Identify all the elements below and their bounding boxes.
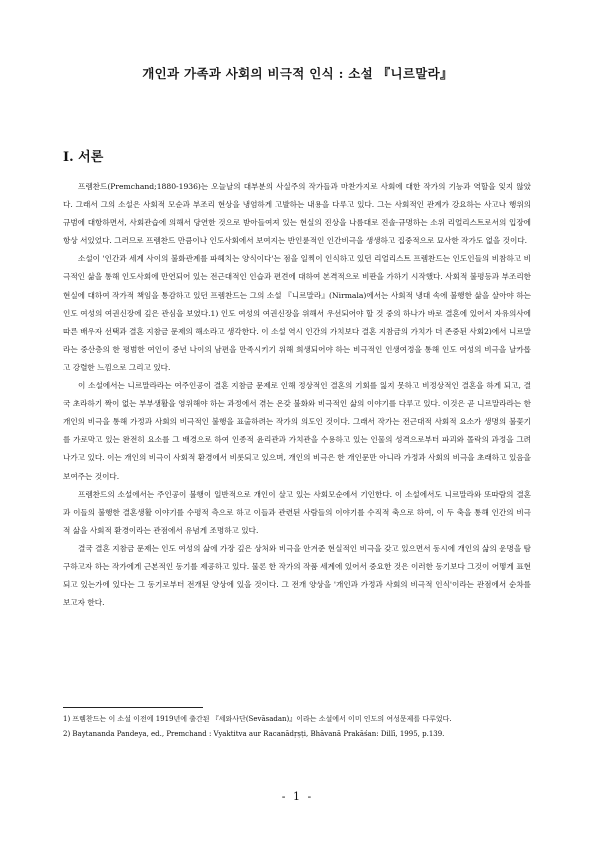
footnotes (63, 712, 531, 741)
section-heading: Ⅰ. 서론 (63, 150, 104, 165)
body-text (63, 178, 531, 612)
page-number: - 1 - (281, 790, 314, 803)
paragraph: 이 소설에서는 니르말라라는 여주인공이 결혼 지참금 문제로 인해 정상적인 결혼의 기회를 잃지 못하고 비정상적인 결혼을 하게 되고, 결국 초라하기 짝이 없는 부부생활을 영위해야 하는 과정에서 겪는 온갖 불화와 비극적인 삶의 이야기를 다루고 있다. 이것은 곧 니르말라라는 한 개인의 비극을 통해 가정과 사회의 비극적인 불행을 표출하려는 작가의 의도인 것이다. 그래서 작가는 전근대적 사회적 요소가 생명의 불꽃기를 가로막고 있는 완전히 요소를 그 배경으로 하여 인종적 윤리관과 가치관을 수용하고 있는 인물의 성격으로부터 파괴와 몰락의 과정을 그려나가고 있다. 이는 개인의 비극이 사회적 환경에서 비롯되고 있으며, 개인의 비극은 한 개인문만 아니라 가정과 사회의 비극을 초래하고 있음을 보여주는 것이다. (63, 381, 531, 481)
footnote: 2) Baytananda Pandeya, ed., Premchand : Vyaktitva aur Racanādṛṣṭi, Bhāvanā Prakāśan: Dillī, 1995, p.139. (63, 729, 445, 738)
document-title: 개인과 가족과 사회의 비극적 인식 : 소설 『니르말라』 (142, 66, 453, 81)
paragraph: 소설이 '인간과 세계 사이의 불화관계를 파헤치는 양식이다'는 점을 일찍이 인식하고 있던 리얼리스트 프렘찬드는 인도인들의 비참하고 비극적인 삶을 통해 인도사회에 만연되어 있는 전근대적인 인습과 편견에 대하여 본격적으로 비판을 가하기 시작했다. 사회적 불평등과 부조리한 현실에 대하여 작가적 책임을 통감하고 있던 프렘찬드는 그의 소설 『니르말라』(Nirmala)에서는 사회적 냉대 속에 불행한 삶을 살아야 하는 인도 여성의 여권신장에 깊은 관심을 보였다.1) 인도 여성의 여권신장을 위해서 우선되어야 할 것 중의 하나가 바로 결혼에 있어서 자유의사에 따른 배우자 선택과 결혼 지참금 문제의 해소라고 생각한다. 이 소설 역시 인간의 가치보다 결혼 지참금의 가치가 더 존중된 사회2)에서 니르말라는 중산층의 한 평범한 여인이 중년 나이의 남편을 만족시키기 위해 희생되어야 하는 비극적인 인생여정을 통해 인도 여성의 비극을 날카롭고 강렬한 느낌으로 그리고 있다. (63, 254, 531, 372)
paragraph: 결국 결혼 지참금 문제는 인도 여성의 삶에 가장 깊은 상처와 비극을 안겨준 현실적인 비극을 갖고 있으면서 동시에 개인의 삶의 운명을 탐구하고자 하는 작가에게 근본적인 동기를 제공하고 있다. 물론 한 작가의 작품 세계에 있어서 중요한 것은 이러한 동기보다 그것이 어떻게 표현되고 있는가에 있다는 그 동기로부터 전개된 양상에 있을 것이다. 그 전개 양상을 '개인과 가정과 사회의 비극적 인식'이라는 관점에서 순차를 보고자 한다. (63, 543, 531, 608)
footnote-divider (63, 707, 203, 708)
paragraph: 프렘찬드(Premchand;1880-1936)는 오늘날의 대부분의 사실주의 작가들과 마찬가지로 사회에 대한 작가의 기능과 역할을 잊지 않았다. 그래서 그의 소설은 사회적 모순과 부조리 현상을 냉엄하게 고발하는 내용을 다루고 있다. 그는 사회적인 관계가 강요하는 사고나 행위의 규범에 대항하면서, 사회관습에 의해서 당연한 것으로 받아들여져 있는 현실의 진상을 나름대로 진솔·규명하는 소위 리얼리스트로서의 입장에 항상 서있었다. 그러므로 프렘찬드 만큼이나 인도사회에서 보여지는 반인륜적인 인간비극을 생생하고 집중적으로 묘사한 작가도 없을 것이다. (63, 182, 531, 246)
paragraph: 프렘찬드의 소설에서는 주인공이 불행이 일반적으로 개인이 살고 있는 사회모순에서 기인한다. 이 소설에서도 니르말라와 또따람의 결혼과 이들의 불행한 결혼생활 이야기를 수평적 측으로 하고 이들과 관련된 사람들의 이야기를 수직적 축으로 하여, 이 두 축을 통해 인간의 비극적 삶을 사회적 환경이라는 관점에서 유념게 조명하고 있다. (63, 489, 531, 535)
footnote: 1) 프렘찬드는 이 소설 이전에 1919년에 출간된 『세와사단(Sevāsadan)』이라는 소설에서 이미 인도의 여성문제를 다루었다. (63, 715, 452, 723)
